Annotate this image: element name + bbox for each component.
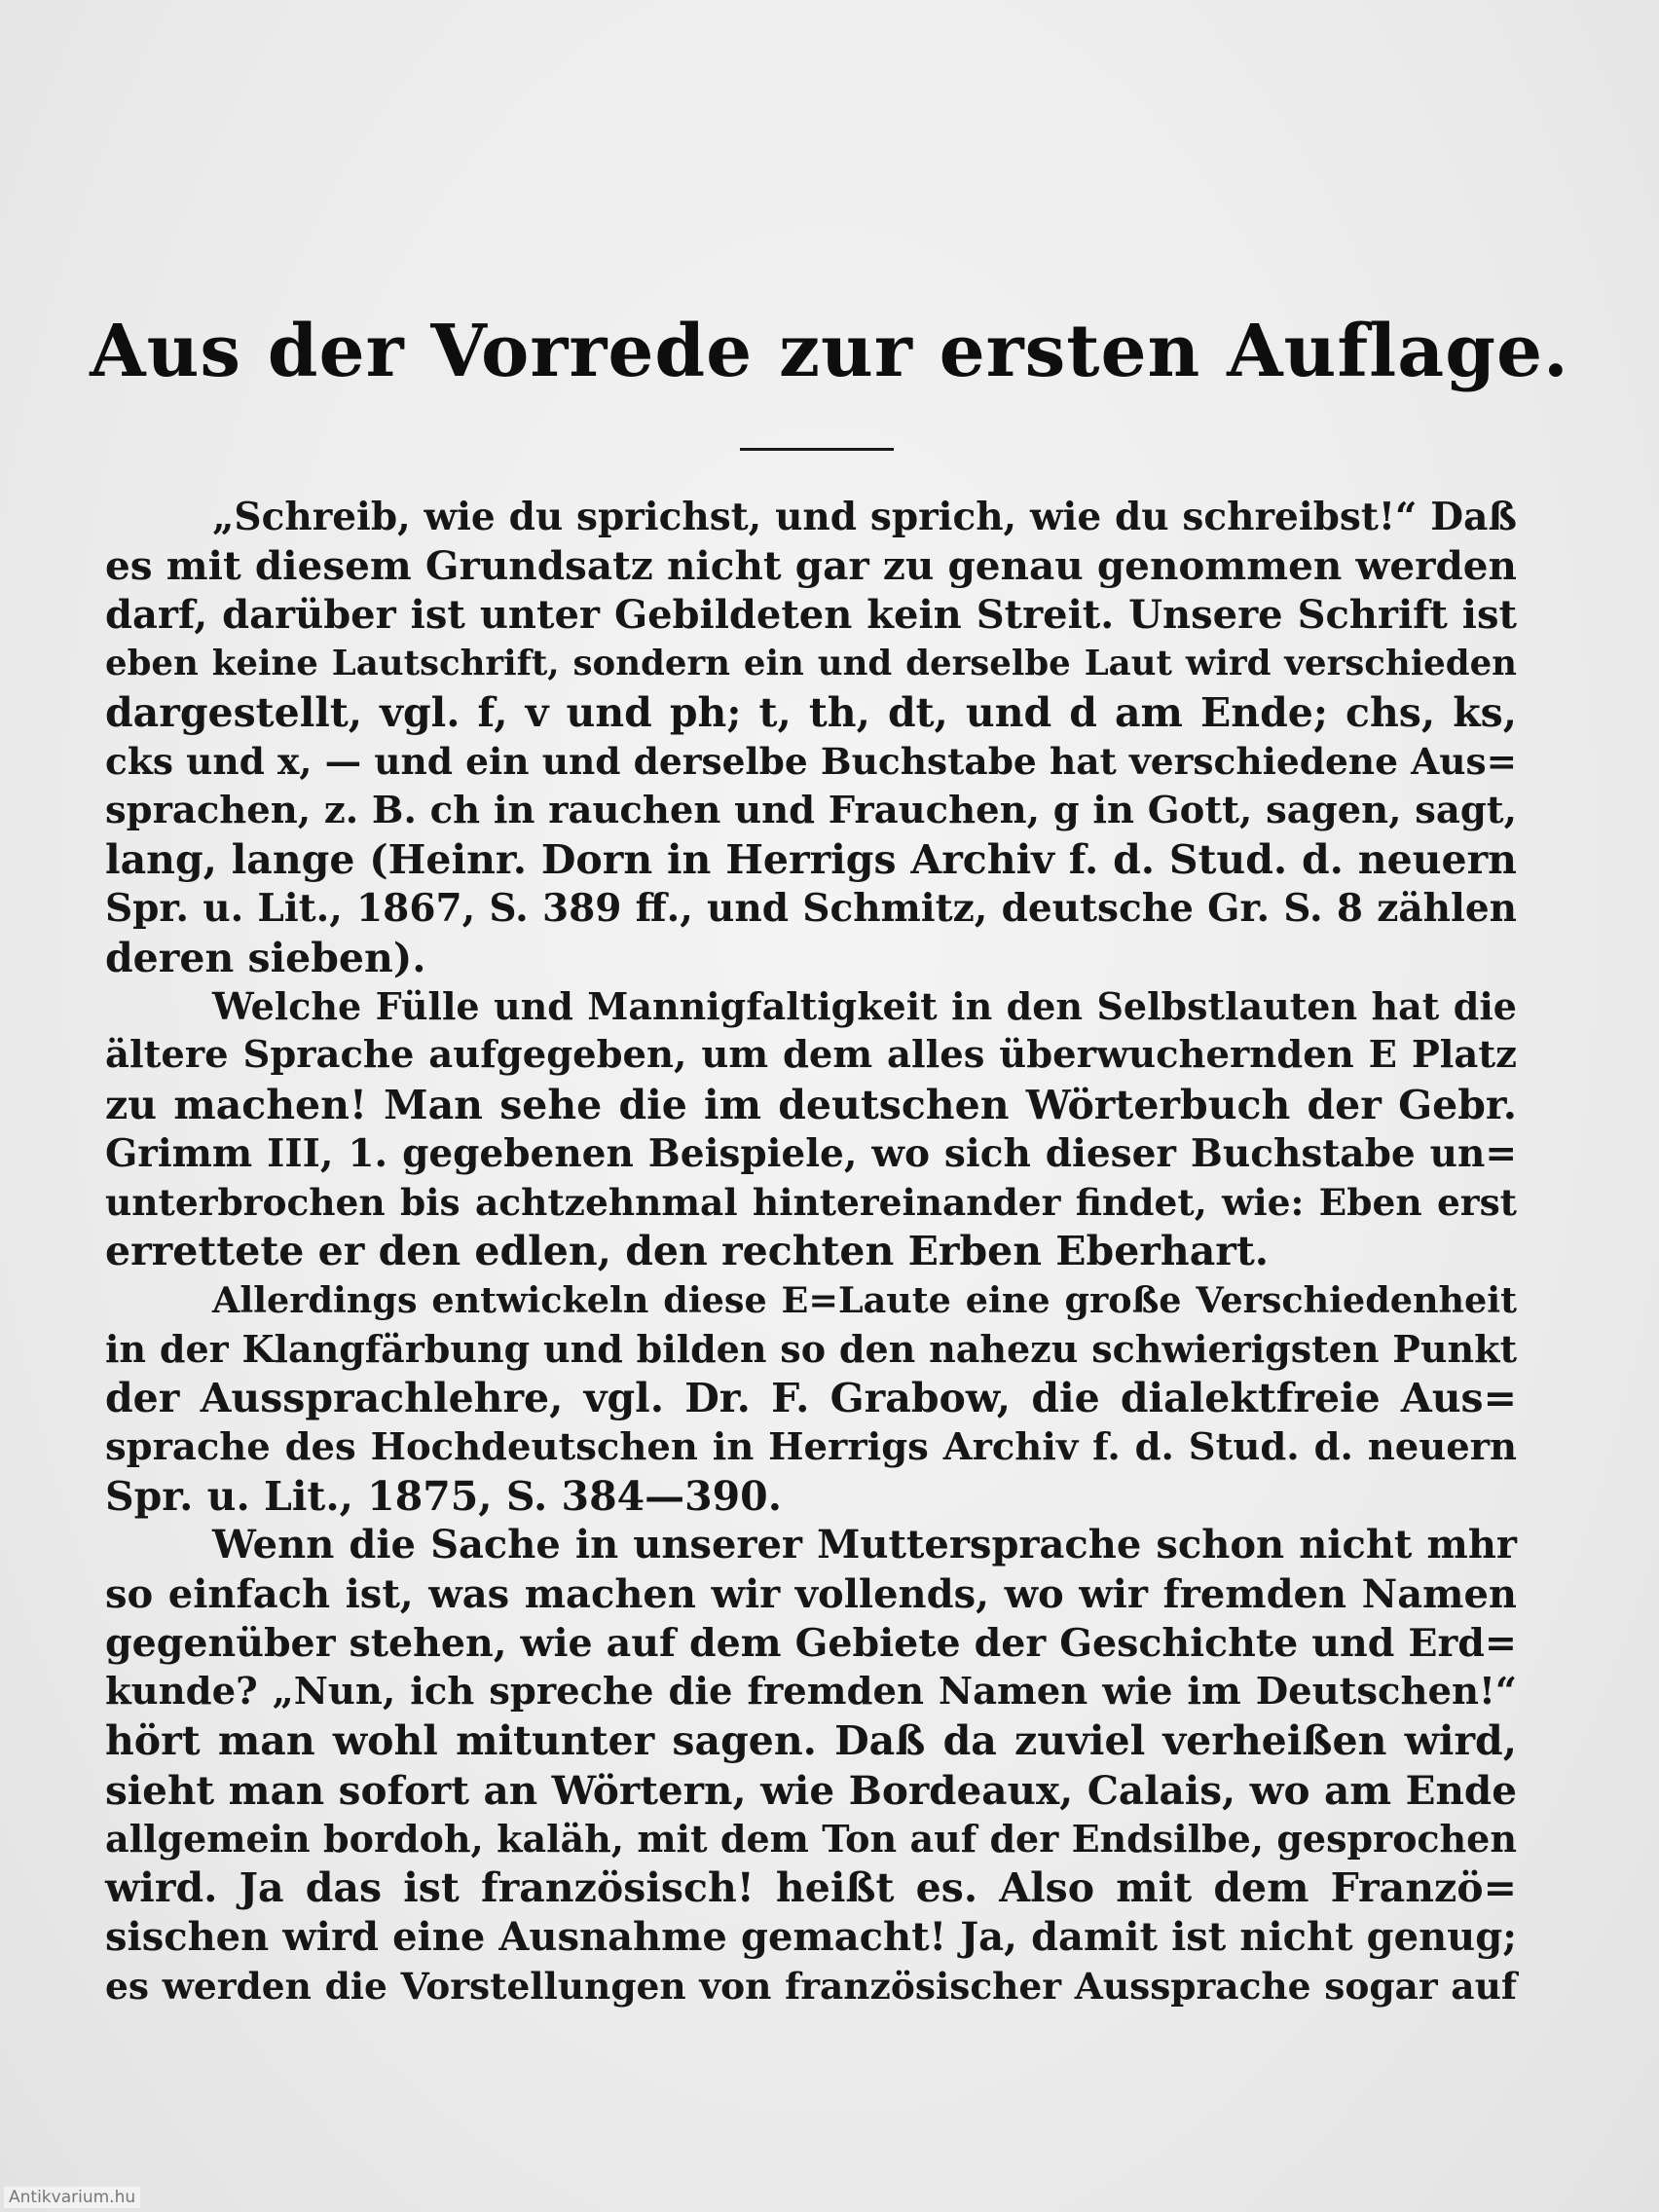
- text-line: Spr. u. Lit., 1875, S. 384—390.: [105, 1472, 782, 1520]
- text-line: Spr. u. Lit., 1867, S. 389 ff., und Schmitz, deutsche Gr. S. 8 zählen: [105, 886, 1517, 932]
- text-line: eben keine Lautschrift, sondern ein und derselbe Laut wird verschieden: [105, 643, 1517, 683]
- text-line: allgemein bordoh, kaläh, mit dem Ton auf der Endsilbe, gesprochen: [105, 1817, 1517, 1862]
- text-line: cks und x, — und ein und derselbe Buchstabe hat verschiedene Aus=: [105, 740, 1517, 784]
- text-line: unterbrochen bis achtzehnmal hintereinander findet, wie: Eben erst: [105, 1181, 1517, 1225]
- text-line: es mit diesem Grundsatz nicht gar zu genau genommen werden: [105, 542, 1517, 590]
- text-line: es werden die Vorstellungen von französischer Aussprache sogar auf: [105, 1964, 1517, 2008]
- text-line: Grimm III, 1. gegebenen Beispiele, wo sich dieser Buchstabe un=: [105, 1130, 1517, 1176]
- text-line: sischen wird eine Ausnahme gemacht! Ja, damit ist nicht genug;: [105, 1913, 1517, 1960]
- text-line: lang, lange (Heinr. Dorn in Herrigs Archiv f. d. Stud. d. neuern: [105, 836, 1517, 884]
- text-line: darf, darüber ist unter Gebildeten kein Streit. Unsere Schrift ist: [105, 591, 1517, 638]
- text-line: Welche Fülle und Mannigfaltigkeit in den Selbstlauten hat die: [212, 983, 1517, 1028]
- text-line: wird. Ja das ist französisch! heißt es. Also mit dem Franzö=: [105, 1864, 1517, 1912]
- watermark: Antikvarium.hu: [4, 2187, 140, 2208]
- text-line: der Aussprachlehre, vgl. Dr. F. Grabow, die dialektfreie Aus=: [105, 1375, 1517, 1422]
- text-line: ältere Sprache aufgegeben, um dem alles überwuchernden E Platz: [105, 1033, 1517, 1078]
- text-line: in der Klangfärbung und bilden so den nahezu schwierigsten Punkt: [105, 1327, 1517, 1372]
- text-line: gegenüber stehen, wie auf dem Gebiete der Geschichte und Erd=: [105, 1620, 1517, 1666]
- text-line: errettete er den edlen, den rechten Erben Eberhart.: [105, 1228, 1270, 1275]
- text-line: dargestellt, vgl. f, v und ph; t, th, dt, und d am Ende; chs, ks,: [105, 689, 1517, 737]
- body-text: [105, 493, 1517, 2010]
- heading-rule: [740, 448, 894, 451]
- text-line: zu machen! Man sehe die im deutschen Wörterbuch der Gebr.: [105, 1081, 1517, 1128]
- page-heading: Aus der Vorrede zur ersten Auflage.: [90, 310, 1569, 393]
- text-line: so einfach ist, was machen wir vollends, wo wir fremden Namen: [105, 1570, 1517, 1617]
- text-line: „Schreib, wie du sprichst, und sprich, wie du schreibst!“ Daß: [212, 495, 1517, 539]
- text-line: sieht man sofort an Wörtern, wie Bordeaux, Calais, wo am Ende: [105, 1766, 1517, 1814]
- text-line: kunde? „Nun, ich spreche die fremden Namen wie im Deutschen!“: [105, 1670, 1517, 1714]
- text-line: sprache des Hochdeutschen in Herrigs Archiv f. d. Stud. d. neuern: [105, 1424, 1517, 1469]
- text-line: deren sieben).: [105, 934, 426, 981]
- text-line: hört man wohl mitunter sagen. Daß da zuviel verheißen wird,: [105, 1717, 1517, 1765]
- text-line: Wenn die Sache in unserer Muttersprache schon nicht mhr: [212, 1522, 1517, 1568]
- text-line: sprachen, z. B. ch in rauchen und Frauchen, g in Gott, sagen, sagt,: [105, 788, 1517, 832]
- text-line: Allerdings entwickeln diese E=Laute eine große Verschiedenheit: [212, 1278, 1517, 1321]
